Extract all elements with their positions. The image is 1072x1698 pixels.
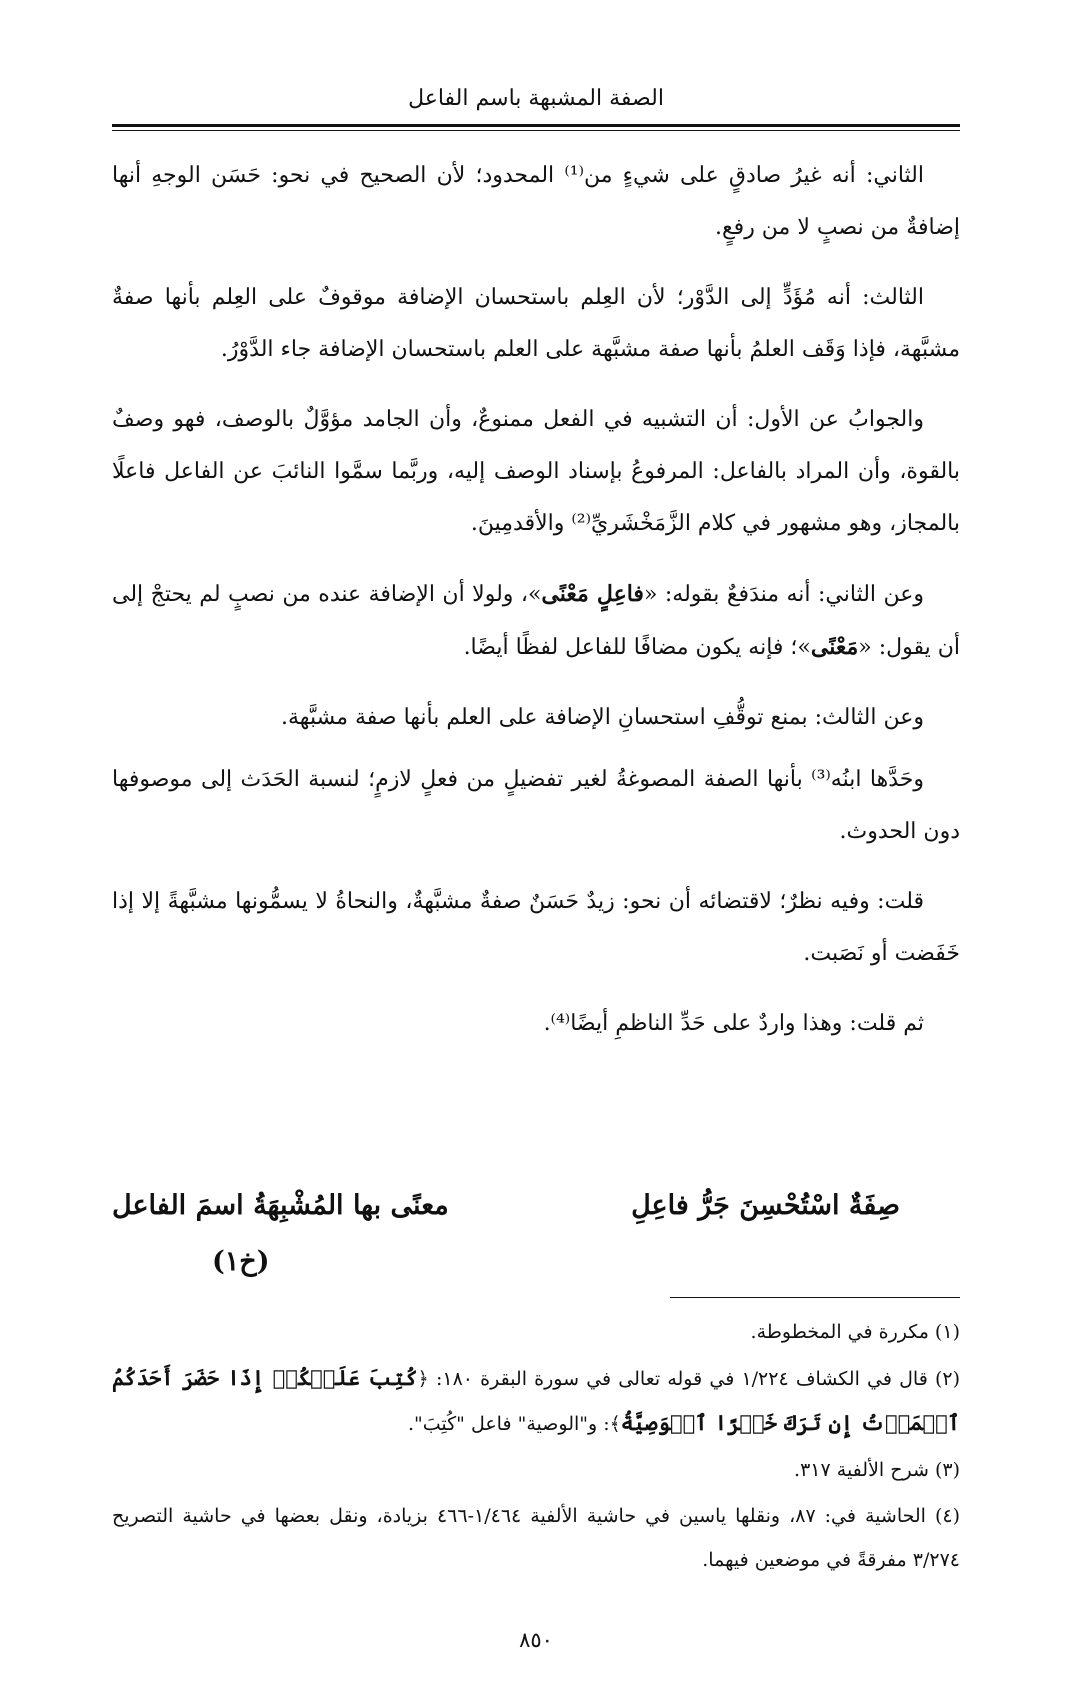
paragraph-answer-third: وعن الثالث: بمنع توقُّفِ استحسانِ الإضافة على العلم بأنها صفة مشبَّهة.: [281, 705, 924, 730]
header-rule-thick: [112, 124, 960, 127]
footnote-1: (١) مكررة في المخطوطة.: [750, 1321, 960, 1343]
paragraph-critique: قلت: وفيه نظرٌ؛ لاقتضائه أن نحو: زيدٌ حَسَنٌ صفةٌ مشبَّهةٌ، والنحاةُ لا يسمُّونها مشبَّهةً إلا إذا خَفَضت أو نَصَبت.: [112, 889, 960, 966]
verse-hemistich-2: معنًى بها المُشْبِهَةُ اسمَ الفاعل: [112, 1190, 449, 1221]
text-segment: (٢) قال في الكشاف ١/٢٢٤ في قوله تعالى في سورة البقرة ١٨٠: ﴿: [417, 1368, 960, 1390]
footnote-4: (٤) الحاشية في: ٨٧، ونقلها ياسين في حاشية الألفية ١/٤٦٤-٤٦٦ بزيادة، ونقل بعضها في حاشية التصريح ٣/٢٧٤ مفرقةً في موضعين فيهما.: [112, 1505, 960, 1571]
verse-block: [112, 1178, 960, 1290]
bold-quote: مَعْنًى: [810, 634, 859, 660]
bold-quote: فاعِلٍ مَعْنًى: [541, 581, 644, 607]
footnote-separator: [670, 1297, 960, 1298]
text-segment: »؛ فإنه يكون مضافًا للفاعل لفظًا أيضًا.: [463, 635, 811, 660]
verse-hemistich-1: صِفَةٌ اسْتُحْسِنَ جَرُّ فاعِلِ: [631, 1190, 900, 1221]
text-segment: »، ولولا أن الإضافة عنده من نصبٍ لم يحتجْ إلى أن يقول: «: [112, 582, 960, 660]
page-number: ٨٥٠: [519, 1628, 553, 1652]
paragraph-definition: وحَدَّها ابنُه⁽³⁾ بأنها الصفة المصوغةُ لغير تفضيلٍ من فعلٍ لازمٍ؛ لنسبة الحَدَث إلى موصوفها دون الحدوث.: [112, 767, 960, 844]
header-rule-thin: [112, 130, 960, 131]
footnotes: [112, 1310, 960, 1584]
main-text: [112, 150, 960, 1060]
text-segment: ﴾: و"الوصية" فاعل "كُتِبَ".: [407, 1413, 621, 1435]
footnote-3: (٣) شرح الألفية ٣١٧.: [794, 1459, 960, 1481]
paragraph-third-objection: الثالث: أنه مُؤَدٍّ إلى الدَّوْر؛ لأن العِلم باستحسان الإضافة موقوفٌ على العِلم بأنها صفةٌ مشبَّهة، فإذا وَقَف العلمُ بأنها صفة مشبَّهة على العلم باستحسان الإضافة جاء الدَّوْرُ.: [112, 285, 960, 362]
paragraph-note: ثم قلت: وهذا واردٌ على حَدِّ الناظمِ أيضًا⁽⁴⁾.: [543, 1011, 924, 1036]
paragraph-second-objection: الثاني: أنه غيرُ صادقٍ على شيءٍ من⁽¹⁾ المحدود؛ لأن الصحيح في نحو: حَسَن الوجهِ أنها إضافةٌ من نصبٍ لا من رفعٍ.: [112, 163, 960, 240]
paragraph-answer-second: [112, 568, 960, 674]
footnote-2: [112, 1356, 960, 1446]
running-title: الصفة المشبهة باسم الفاعل: [408, 86, 664, 111]
paragraph-answer-first: والجوابُ عن الأول: أن التشبيه في الفعل ممنوعٌ، وأن الجامد مؤوَّلٌ بالوصف، فهو وصفٌ بالقوة، وأن المراد بالفاعل: المرفوعُ بإسناد الوصف إليه، وربَّما سمَّوا النائبَ عن الفاعل فاعلًا بالمجاز، وهو مشهور في كلام الزَّمَخْشَريِّ⁽²⁾ والأقدمِينَ.: [112, 407, 960, 536]
verse-line: [112, 1178, 960, 1234]
verse-manuscript-note: (خ١): [212, 1246, 270, 1277]
text-segment: وعن الثاني: أنه مندَفعٌ بقوله: «: [643, 582, 924, 607]
quran-quote: كُتِبَ عَلَيۡكُمۡ إِذَا حَضَرَ أَحَدَكُمُ ٱلۡمَوۡتُ إِن تَرَكَ خَيۡرًا ٱلۡوَصِيَّةُ: [112, 1365, 960, 1435]
